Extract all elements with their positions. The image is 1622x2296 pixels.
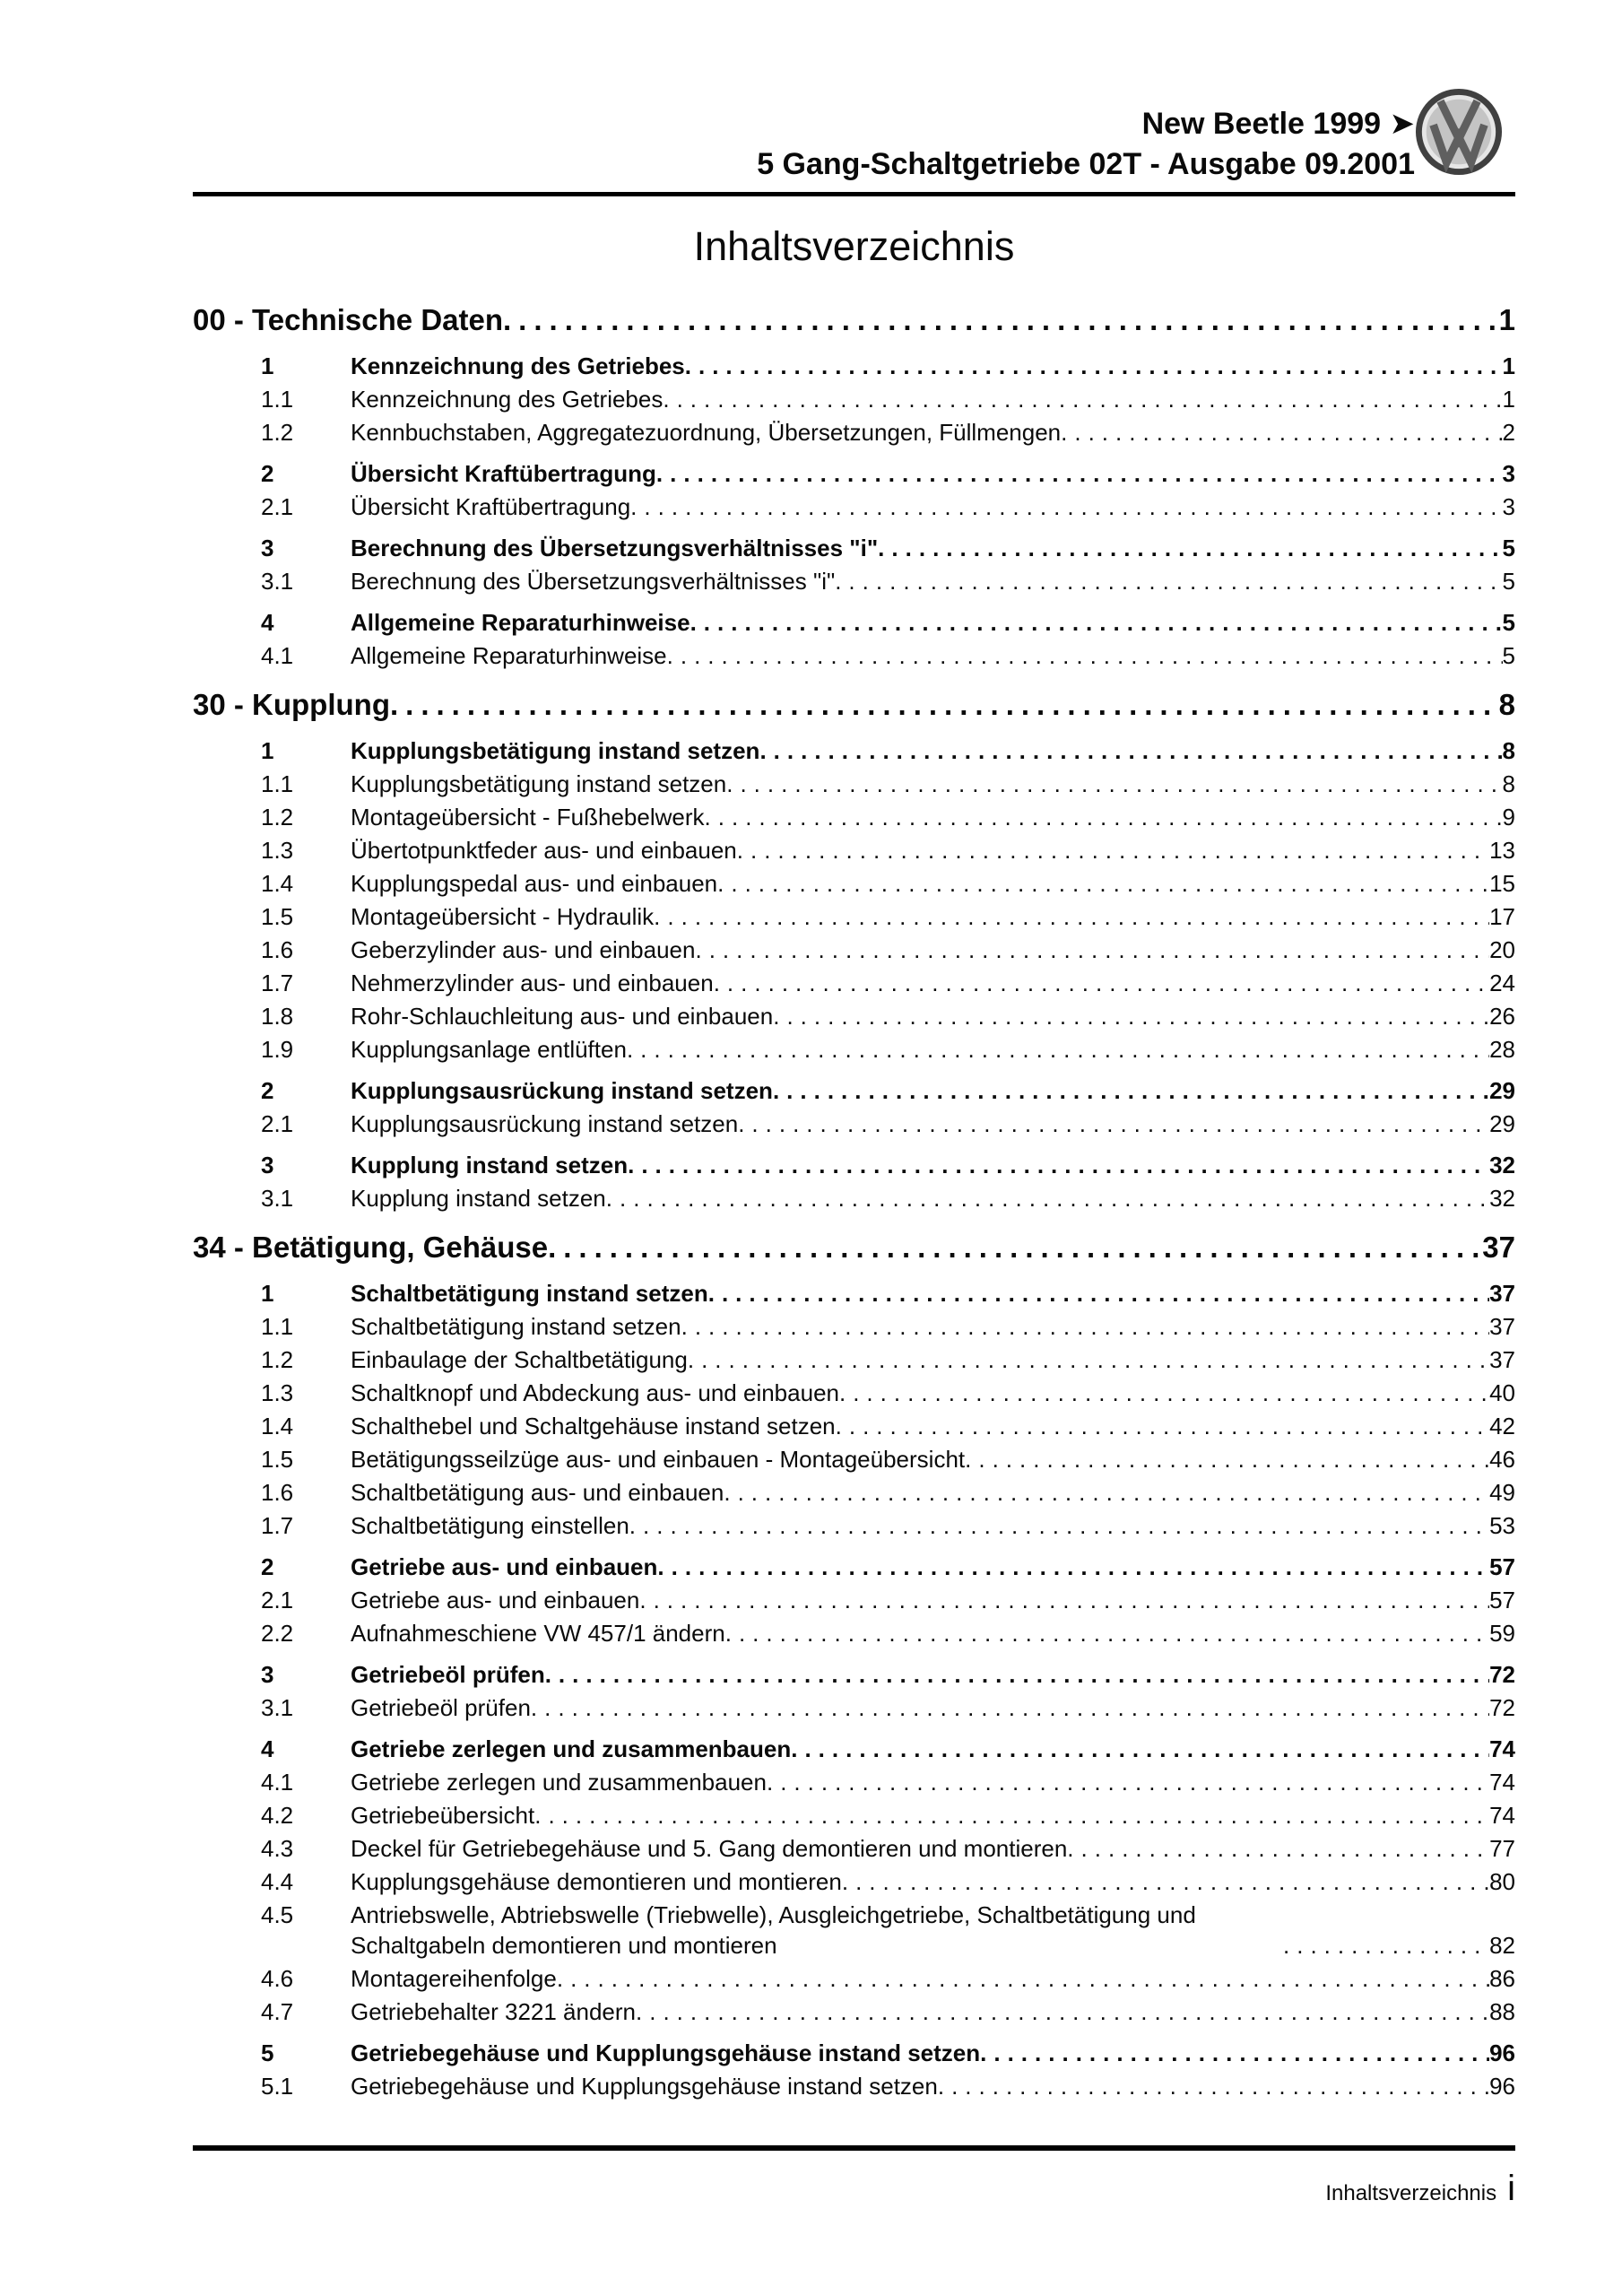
toc-section-page-number: 8 (1498, 688, 1515, 721)
leader-dots (606, 1183, 1489, 1213)
toc-item-page-number: 13 (1489, 837, 1515, 864)
toc-item-row (193, 1311, 1515, 1342)
toc-item-row (193, 1585, 1515, 1615)
leader-dots (628, 1150, 1489, 1180)
header-edition-line: 5 Gang-Schaltgetriebe 02T - Ausgabe 09.2001 (757, 147, 1415, 181)
header-text (193, 104, 1515, 185)
toc-item-row (193, 1510, 1515, 1541)
toc-item-row (193, 802, 1515, 832)
toc-item-number: 2 (261, 1553, 274, 1580)
leader-dots (773, 1075, 1489, 1106)
toc-item-page-number: 49 (1489, 1479, 1515, 1506)
leader-dots (548, 1228, 1482, 1267)
toc-item-page-number: 46 (1489, 1446, 1515, 1473)
toc-item-title: Nehmerzylinder aus- und einbauen (351, 970, 714, 996)
toc-item-row (193, 1444, 1515, 1474)
leader-dots (980, 2038, 1489, 2068)
toc-item-title: Montagereihenfolge (351, 1965, 557, 1992)
leader-dots (1067, 1833, 1489, 1864)
toc-item-row (193, 1344, 1515, 1375)
toc-item-title: Kennbuchstaben, Aggregatezuordnung, Übersetzungen, Füllmengen (351, 419, 1062, 446)
leader-dots (681, 1311, 1489, 1342)
toc-item-title: Getriebe aus- und einbauen (351, 1553, 658, 1580)
toc-item-number: 3.1 (261, 1694, 294, 1721)
toc-item-title: Kupplungsausrückung instand setzen (351, 1077, 773, 1104)
toc-section-heading-row (193, 685, 1515, 725)
toc-item-title: Getriebeöl prüfen (351, 1661, 545, 1688)
toc-item-title: Getriebegehäuse und Kupplungsgehäuse instand setzen (351, 2039, 981, 2066)
toc-item-row (193, 1552, 1515, 1582)
toc-item-number: 1.4 (261, 870, 294, 897)
toc-item-page-number: 74 (1489, 1802, 1515, 1829)
leader-dots (695, 935, 1489, 965)
toc-item-page-number: 42 (1489, 1413, 1515, 1439)
toc-item-page-number: 88 (1489, 1998, 1515, 2025)
toc-item-page-number: 74 (1489, 1769, 1515, 1796)
toc-item-page-number: 72 (1489, 1661, 1515, 1688)
toc-item-row (193, 1477, 1515, 1508)
toc-item-number: 4.5 (261, 1901, 294, 1928)
leader-dots (759, 735, 1502, 766)
leader-dots (839, 1378, 1489, 1408)
toc-item-row (193, 1800, 1515, 1831)
leader-dots (667, 640, 1503, 671)
toc-item-number: 1.7 (261, 970, 294, 996)
toc-item-page-number: 1 (1502, 386, 1515, 413)
toc-section (193, 1228, 1515, 2101)
toc-item-title: Schaltbetätigung einstellen (351, 1512, 629, 1539)
toc-item-number: 2 (261, 460, 274, 487)
toc-section (193, 300, 1515, 671)
leader-dots (534, 1800, 1489, 1831)
toc-item-number: 1.3 (261, 1379, 294, 1406)
toc-item-title: Kupplungsbetätigung instand setzen (351, 737, 760, 764)
toc-item-page-number: 57 (1489, 1587, 1515, 1613)
toc-item-title: Kupplung instand setzen (351, 1185, 606, 1212)
toc-section-title: 34 - Betätigung, Gehäuse (193, 1231, 549, 1264)
leader-dots (688, 1344, 1489, 1375)
toc-item-row (193, 968, 1515, 998)
toc-item-title: Schaltbetätigung instand setzen (351, 1280, 708, 1307)
page-footer (193, 2145, 1515, 2207)
toc-item-page-number: 5 (1502, 609, 1515, 636)
toc-item-title: Schaltknopf und Abdeckung aus- und einbauen (351, 1379, 839, 1406)
leader-dots (738, 1109, 1489, 1139)
toc-item-row (193, 417, 1515, 448)
toc-item-number: 1.3 (261, 837, 294, 864)
toc-item-row (193, 607, 1515, 638)
footer-label: Inhaltsverzeichnis (1325, 2181, 1497, 2205)
toc-item-page-number: 28 (1489, 1036, 1515, 1063)
leader-dots (791, 1734, 1489, 1764)
toc-item-number: 1.1 (261, 770, 294, 797)
leader-dots (630, 491, 1502, 522)
toc-item-number: 1.4 (261, 1413, 294, 1439)
toc-item-page-number: 59 (1489, 1620, 1515, 1647)
toc-item-page-number: 32 (1489, 1185, 1515, 1212)
toc-item-title: Kupplungsausrückung instand setzen (351, 1110, 739, 1137)
footer-page-number: i (1507, 2169, 1515, 2208)
toc-item-title: Kennzeichnung des Getriebes (351, 386, 664, 413)
toc-item-row (193, 1767, 1515, 1797)
toc-item-row (193, 1109, 1515, 1139)
toc-item-page-number: 26 (1489, 1003, 1515, 1030)
toc-item-number: 4 (261, 609, 274, 636)
toc-item-page-number: 40 (1489, 1379, 1515, 1406)
toc-item-number: 1.2 (261, 419, 294, 446)
toc-item-number: 1 (261, 737, 274, 764)
toc-item-number: 4.4 (261, 1868, 294, 1895)
toc-item-row (193, 1001, 1515, 1031)
toc-item-title: Schaltbetätigung aus- und einbauen (351, 1479, 724, 1506)
toc-item-title: Getriebeübersicht (351, 1802, 535, 1829)
toc-item-number: 4.3 (261, 1835, 294, 1862)
toc-item-page-number: 9 (1502, 804, 1515, 831)
toc-item-title: Kupplungsanlage entlüften (351, 1036, 627, 1063)
toc-item-title: Getriebeöl prüfen (351, 1694, 531, 1721)
toc-item-page-number: 82 (1489, 1932, 1515, 1959)
leader-dots (545, 1659, 1489, 1690)
toc-item-title: Kupplungsgehäuse demontieren und montieren (351, 1868, 842, 1895)
toc-item-row (193, 1734, 1515, 1764)
toc-item-title: Getriebegehäuse und Kupplungsgehäuse instand setzen (351, 2073, 938, 2100)
toc-item-number: 3 (261, 1152, 274, 1178)
toc-item-page-number: 37 (1489, 1280, 1515, 1307)
toc-item-row (193, 935, 1515, 965)
toc-item-page-number: 5 (1502, 568, 1515, 595)
toc-section (193, 685, 1515, 1213)
toc-item-number: 3 (261, 535, 274, 561)
toc-item-title: Einbaulage der Schaltbetätigung (351, 1346, 688, 1373)
toc-item-number: 4.1 (261, 1769, 294, 1796)
toc-item-row (193, 1692, 1515, 1723)
toc-item-row (193, 1618, 1515, 1648)
leader-dots (654, 901, 1489, 932)
toc-item-row (193, 1833, 1515, 1864)
toc-item-number: 4.7 (261, 1998, 294, 2025)
toc-item-row (193, 2038, 1515, 2068)
toc-item-number: 2.2 (261, 1620, 294, 1647)
leader-dots (627, 1034, 1489, 1065)
toc-item-title: Deckel für Getriebegehäuse und 5. Gang demontieren und montieren (351, 1835, 1068, 1862)
toc-item-page-number: 5 (1502, 535, 1515, 561)
toc-item-page-number: 3 (1502, 460, 1515, 487)
leader-dots (714, 968, 1489, 998)
leader-dots (965, 1444, 1489, 1474)
toc-item-title: Antriebswelle, Abtriebswelle (Triebwelle), Ausgleichgetriebe, Schaltbetätigung und Schaltgabeln demontieren und montieren (351, 1901, 1196, 1959)
leader-dots (737, 835, 1489, 865)
toc-item-number: 1.6 (261, 1479, 294, 1506)
toc-item-row (193, 458, 1515, 489)
toc-item-page-number: 96 (1489, 2073, 1515, 2100)
toc-item-page-number: 8 (1502, 737, 1515, 764)
toc-item-page-number: 24 (1489, 970, 1515, 996)
toc-section-items (193, 735, 1515, 1213)
toc-item-title: Kennzeichnung des Getriebes (351, 352, 685, 379)
toc-item-title: Getriebe zerlegen und zusammenbauen (351, 1735, 792, 1762)
toc-item-row (193, 1866, 1515, 1897)
toc-section-items (193, 351, 1515, 671)
toc-item-page-number: 53 (1489, 1512, 1515, 1539)
toc-section-heading-row (193, 300, 1515, 340)
toc-item-row (193, 640, 1515, 671)
toc-item-title: Geberzylinder aus- und einbauen (351, 936, 696, 963)
toc-item-number: 5 (261, 2039, 274, 2066)
toc-item-page-number: 2 (1502, 419, 1515, 446)
toc-item-row (193, 868, 1515, 899)
toc-item-page-number: 74 (1489, 1735, 1515, 1762)
toc-item-row (193, 735, 1515, 766)
toc-item-number: 4.1 (261, 642, 294, 669)
toc-item-title: Getriebe zerlegen und zusammenbauen (351, 1769, 767, 1796)
toc-item-page-number: 57 (1489, 1553, 1515, 1580)
leader-dots (773, 1001, 1489, 1031)
leader-dots (726, 769, 1502, 799)
leader-dots (639, 1585, 1489, 1615)
toc-item-page-number: 1 (1502, 352, 1515, 379)
toc-item-row (193, 1150, 1515, 1180)
toc-item-number: 1.8 (261, 1003, 294, 1030)
toc-item-title: Allgemeine Reparaturhinweise (351, 609, 690, 636)
toc-item-number: 2.1 (261, 1587, 294, 1613)
page-header (193, 0, 1515, 196)
vw-logo-icon (1415, 86, 1503, 178)
toc-item-title: Rohr-Schlauchleitung aus- und einbauen (351, 1003, 774, 1030)
toc-section-title: 30 - Kupplung (193, 688, 390, 721)
leader-dots (531, 1692, 1489, 1723)
toc-item-title: Kupplungsbetätigung instand setzen (351, 770, 727, 797)
toc-item-row (193, 1183, 1515, 1213)
toc-item-number: 1.2 (261, 804, 294, 831)
toc-item-row (193, 351, 1515, 381)
toc-item-page-number: 29 (1489, 1110, 1515, 1137)
toc-item-row (193, 1034, 1515, 1065)
toc-item-title: Übertotpunktfeder aus- und einbauen (351, 837, 737, 864)
toc-item-number: 5.1 (261, 2073, 294, 2100)
toc-section-page-number: 1 (1498, 303, 1515, 336)
leader-dots (629, 1510, 1489, 1541)
toc-item-title: Allgemeine Reparaturhinweise (351, 642, 667, 669)
leader-dots (685, 351, 1503, 381)
toc-item-page-number: 80 (1489, 1868, 1515, 1895)
toc-item-number: 2 (261, 1077, 274, 1104)
toc-item-row (193, 835, 1515, 865)
toc-item-row (193, 1278, 1515, 1309)
leader-dots (1283, 1930, 1489, 1961)
page-title: Inhaltsverzeichnis (693, 223, 1015, 269)
toc-item-number: 4 (261, 1735, 274, 1762)
toc-item-row (193, 384, 1515, 414)
toc-item-title: Kupplung instand setzen (351, 1152, 629, 1178)
toc-item-page-number: 32 (1489, 1152, 1515, 1178)
toc-item-row (193, 1659, 1515, 1690)
toc-item-page-number: 72 (1489, 1694, 1515, 1721)
leader-dots (657, 1552, 1489, 1582)
toc-item-page-number: 3 (1502, 493, 1515, 520)
toc-item-number: 1.7 (261, 1512, 294, 1539)
toc-item-title: Übersicht Kraftübertragung (351, 493, 631, 520)
toc-section-page-number: 37 (1482, 1231, 1515, 1264)
leader-dots (878, 533, 1502, 563)
toc-item-row (193, 1963, 1515, 1994)
leader-dots (636, 1996, 1489, 2027)
leader-dots (767, 1767, 1489, 1797)
toc-item-row (193, 566, 1515, 596)
toc-item-title: Kupplungspedal aus- und einbauen (351, 870, 718, 897)
toc-section-items (193, 1278, 1515, 2101)
toc-item-page-number: 37 (1489, 1346, 1515, 1373)
toc-section-heading-row (193, 1228, 1515, 1267)
toc-item-row (193, 1900, 1515, 1961)
toc-item-number: 1.2 (261, 1346, 294, 1373)
toc-item-number: 1.5 (261, 1446, 294, 1473)
leader-dots (842, 1866, 1489, 1897)
leader-dots (690, 607, 1503, 638)
toc-item-number: 3.1 (261, 1185, 294, 1212)
toc-item-title: Berechnung des Übersetzungsverhältnisses "i" (351, 535, 879, 561)
toc-item-row (193, 1378, 1515, 1408)
toc-item-page-number: 86 (1489, 1965, 1515, 1992)
toc-item-row (193, 1075, 1515, 1106)
leader-dots (663, 384, 1502, 414)
toc-section-title: 00 - Technische Daten (193, 303, 504, 336)
toc-item-title: Übersicht Kraftübertragung (351, 460, 656, 487)
header-model-line: New Beetle 1999 ➤ (1141, 107, 1415, 141)
toc-item-page-number: 8 (1502, 770, 1515, 797)
toc-item-number: 2.1 (261, 1110, 294, 1137)
toc-item-number: 1 (261, 352, 274, 379)
toc-item-number: 1.6 (261, 936, 294, 963)
toc-item-page-number: 5 (1502, 642, 1515, 669)
toc-item-number: 4.6 (261, 1965, 294, 1992)
toc-item-title: Betätigungsseilzüge aus- und einbauen - Montageübersicht (351, 1446, 966, 1473)
toc-item-title: Montageübersicht - Fußhebelwerk (351, 804, 705, 831)
toc-item-page-number: 29 (1489, 1077, 1515, 1104)
toc-item-number: 1.5 (261, 903, 294, 930)
leader-dots (390, 685, 1499, 725)
leader-dots (1061, 417, 1502, 448)
toc-item-row (193, 491, 1515, 522)
leader-dots (717, 868, 1489, 899)
toc-item-number: 1.1 (261, 386, 294, 413)
toc-item-page-number: 17 (1489, 903, 1515, 930)
toc-item-page-number: 96 (1489, 2039, 1515, 2066)
toc-item-row (193, 2071, 1515, 2101)
toc-item-number: 1.1 (261, 1313, 294, 1340)
toc-item-title: Getriebehalter 3221 ändern (351, 1998, 637, 2025)
toc-item-number: 1 (261, 1280, 274, 1307)
toc-item-row (193, 1996, 1515, 2027)
toc-item-page-number: 15 (1489, 870, 1515, 897)
toc-item-number: 1.9 (261, 1036, 294, 1063)
toc-item-page-number: 77 (1489, 1835, 1515, 1862)
toc-item-row (193, 769, 1515, 799)
toc-list (193, 300, 1515, 2101)
leader-dots (705, 802, 1503, 832)
leader-dots (557, 1963, 1489, 1994)
manual-toc-page (193, 0, 1515, 2101)
toc-item-number: 3 (261, 1661, 274, 1688)
toc-item-title: Berechnung des Übersetzungsverhältnisses "i" (351, 568, 836, 595)
leader-dots (503, 300, 1499, 340)
leader-dots (836, 1411, 1489, 1441)
leader-dots (656, 458, 1503, 489)
toc-item-number: 3.1 (261, 568, 294, 595)
toc-item-row (193, 533, 1515, 563)
toc-item-title: Schalthebel und Schaltgehäuse instand setzen (351, 1413, 836, 1439)
leader-dots (725, 1618, 1489, 1648)
leader-dots (724, 1477, 1489, 1508)
toc-item-title: Montageübersicht - Hydraulik (351, 903, 655, 930)
toc-item-page-number: 20 (1489, 936, 1515, 963)
toc-item-row (193, 1411, 1515, 1441)
toc-item-title: Schaltbetätigung instand setzen (351, 1313, 681, 1340)
toc-item-number: 2.1 (261, 493, 294, 520)
leader-dots (708, 1278, 1489, 1309)
toc-item-number: 4.2 (261, 1802, 294, 1829)
toc-item-row (193, 901, 1515, 932)
leader-dots (938, 2071, 1489, 2101)
leader-dots (835, 566, 1502, 596)
toc-item-page-number: 37 (1489, 1313, 1515, 1340)
toc-item-title: Aufnahmeschiene VW 457/1 ändern (351, 1620, 725, 1647)
toc-item-title: Getriebe aus- und einbauen (351, 1587, 640, 1613)
